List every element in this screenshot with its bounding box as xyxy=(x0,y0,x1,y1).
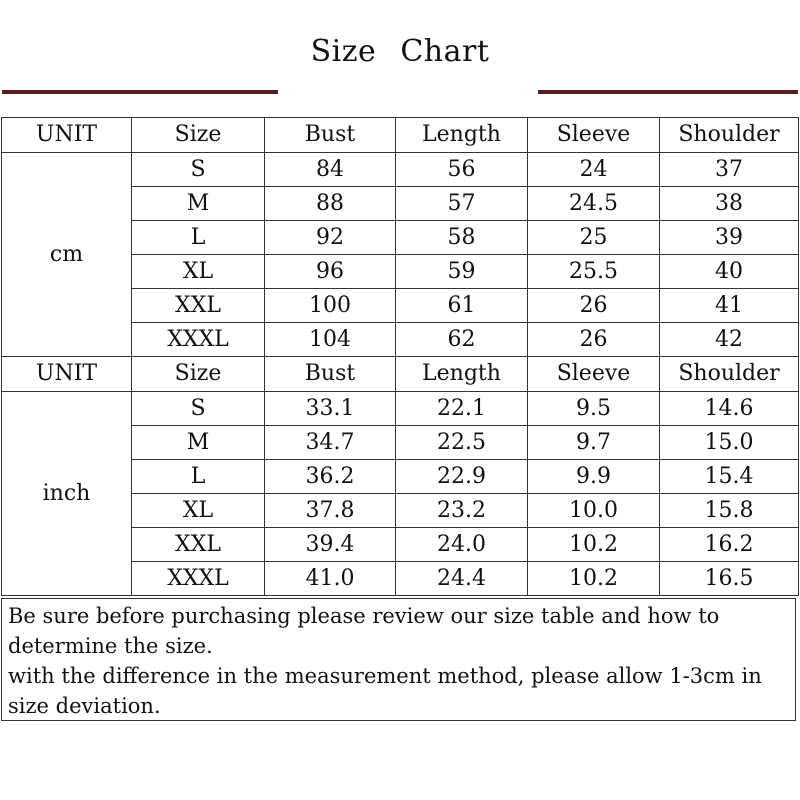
size-cell: M xyxy=(132,426,265,460)
shoulder-header: Shoulder xyxy=(660,357,799,392)
size-cell: XXL xyxy=(132,528,265,562)
size-cell: L xyxy=(132,221,265,255)
length-cell: 23.2 xyxy=(396,494,528,528)
sleeve-cell: 9.9 xyxy=(528,460,660,494)
sleeve-cell: 24.5 xyxy=(528,187,660,221)
size-cell: XXXL xyxy=(132,562,265,596)
bust-cell: 88 xyxy=(265,187,396,221)
note-line-2: with the difference in the measurement method, please allow 1-3cm in size deviation. xyxy=(8,664,762,718)
unit-label-cell: inch xyxy=(2,392,132,596)
length-cell: 24.0 xyxy=(396,528,528,562)
size-cell: XXXL xyxy=(132,323,265,357)
bust-cell: 36.2 xyxy=(265,460,396,494)
sleeve-cell: 10.2 xyxy=(528,528,660,562)
table-row xyxy=(2,392,799,426)
bust-cell: 34.7 xyxy=(265,426,396,460)
length-cell: 57 xyxy=(396,187,528,221)
bust-cell: 96 xyxy=(265,255,396,289)
shoulder-cell: 15.0 xyxy=(660,426,799,460)
length-header: Length xyxy=(396,118,528,153)
shoulder-cell: 37 xyxy=(660,153,799,187)
size-cell: XXL xyxy=(132,289,265,323)
size-cell: XL xyxy=(132,255,265,289)
size-cell: M xyxy=(132,187,265,221)
sleeve-cell: 24 xyxy=(528,153,660,187)
shoulder-cell: 41 xyxy=(660,289,799,323)
table-header-row xyxy=(2,118,799,153)
bust-header: Bust xyxy=(265,118,396,153)
unit-header: UNIT xyxy=(2,357,132,392)
page-title: Size Chart xyxy=(310,34,490,69)
bust-cell: 41.0 xyxy=(265,562,396,596)
sleeve-cell: 10.0 xyxy=(528,494,660,528)
bust-cell: 39.4 xyxy=(265,528,396,562)
shoulder-cell: 38 xyxy=(660,187,799,221)
bust-cell: 37.8 xyxy=(265,494,396,528)
size-chart-table xyxy=(1,117,799,596)
bust-cell: 33.1 xyxy=(265,392,396,426)
sleeve-cell: 25 xyxy=(528,221,660,255)
size-header: Size xyxy=(132,357,265,392)
shoulder-cell: 15.4 xyxy=(660,460,799,494)
length-cell: 22.5 xyxy=(396,426,528,460)
length-cell: 22.9 xyxy=(396,460,528,494)
sleeve-cell: 26 xyxy=(528,289,660,323)
size-cell: S xyxy=(132,392,265,426)
unit-header: UNIT xyxy=(2,118,132,153)
unit-label-cell: cm xyxy=(2,153,132,357)
shoulder-cell: 15.8 xyxy=(660,494,799,528)
bust-header: Bust xyxy=(265,357,396,392)
length-cell: 61 xyxy=(396,289,528,323)
size-cell: XL xyxy=(132,494,265,528)
length-cell: 56 xyxy=(396,153,528,187)
bust-cell: 100 xyxy=(265,289,396,323)
sleeve-cell: 26 xyxy=(528,323,660,357)
sleeve-cell: 9.5 xyxy=(528,392,660,426)
table-header-row xyxy=(2,357,799,392)
bust-cell: 104 xyxy=(265,323,396,357)
shoulder-cell: 42 xyxy=(660,323,799,357)
sleeve-cell: 9.7 xyxy=(528,426,660,460)
shoulder-cell: 16.2 xyxy=(660,528,799,562)
sleeve-cell: 10.2 xyxy=(528,562,660,596)
note-line-1: Be sure before purchasing please review our size table and how to determine the size. xyxy=(8,604,720,658)
sleeve-cell: 25.5 xyxy=(528,255,660,289)
bust-cell: 84 xyxy=(265,153,396,187)
shoulder-cell: 16.5 xyxy=(660,562,799,596)
size-cell: S xyxy=(132,153,265,187)
table-row xyxy=(2,153,799,187)
size-note xyxy=(1,598,796,721)
shoulder-cell: 14.6 xyxy=(660,392,799,426)
length-cell: 59 xyxy=(396,255,528,289)
shoulder-cell: 39 xyxy=(660,221,799,255)
title-rule-right xyxy=(538,90,798,94)
shoulder-cell: 40 xyxy=(660,255,799,289)
length-cell: 22.1 xyxy=(396,392,528,426)
length-cell: 24.4 xyxy=(396,562,528,596)
length-cell: 58 xyxy=(396,221,528,255)
length-cell: 62 xyxy=(396,323,528,357)
sleeve-header: Sleeve xyxy=(528,357,660,392)
size-cell: L xyxy=(132,460,265,494)
shoulder-header: Shoulder xyxy=(660,118,799,153)
size-header: Size xyxy=(132,118,265,153)
sleeve-header: Sleeve xyxy=(528,118,660,153)
length-header: Length xyxy=(396,357,528,392)
title-rule-left xyxy=(2,90,278,94)
bust-cell: 92 xyxy=(265,221,396,255)
